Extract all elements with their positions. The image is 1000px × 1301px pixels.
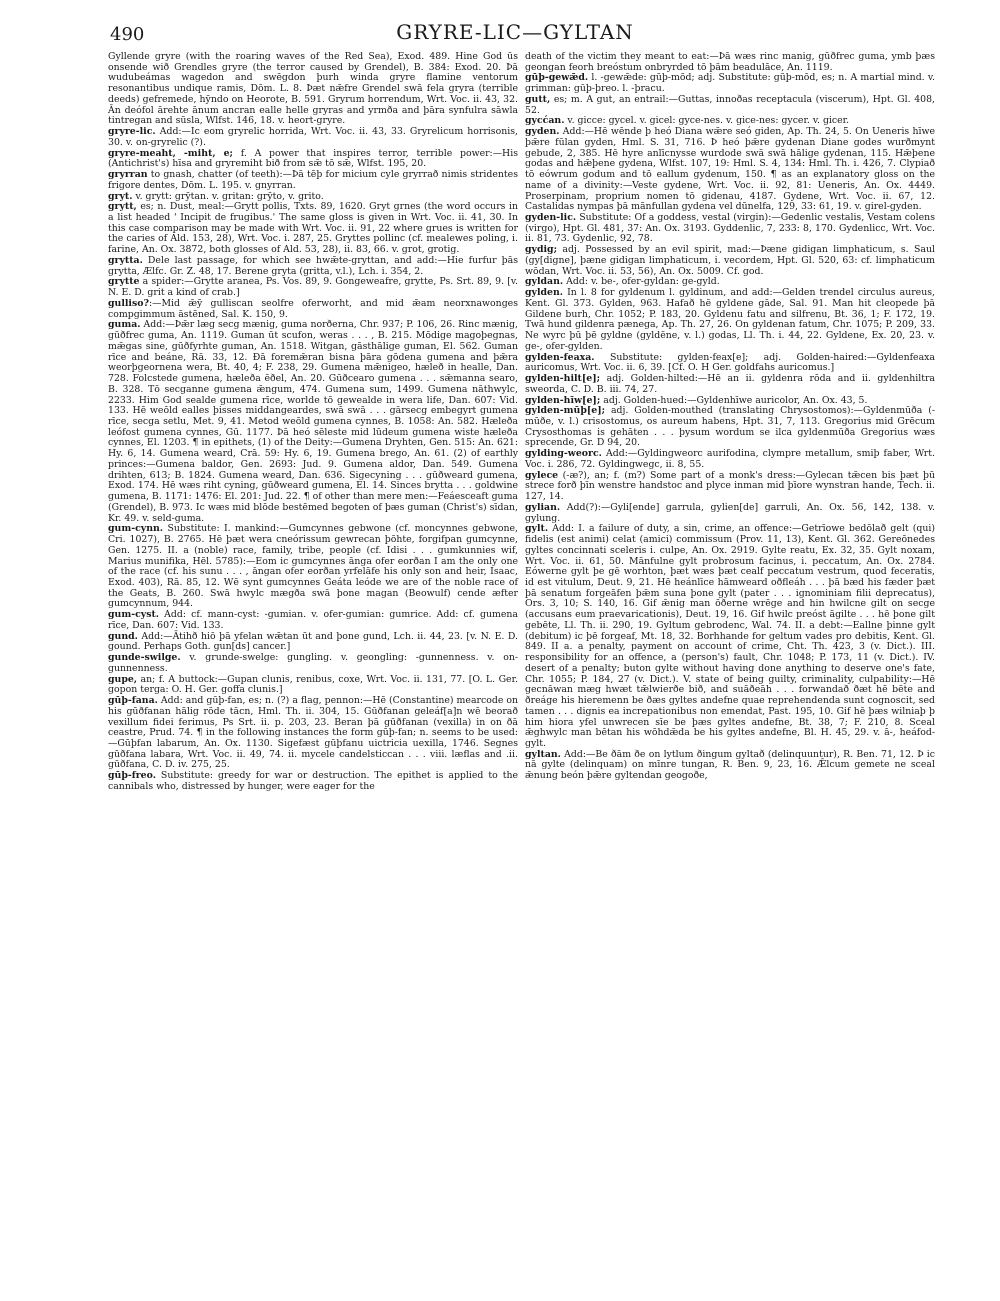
entry-text: (-æ?), an; f. (m?) Some part of a monk's dress:—Gylecan tǣcen bis þæt þū strece forð þīn wenstre handstoc and plyce inman mid þīore wynstran hande, Tech. ii. 127, 14. (525, 469, 935, 503)
dictionary-entry (108, 320, 518, 524)
dictionary-entry (108, 299, 518, 320)
entry-headword: gum-cynn. (108, 523, 164, 535)
entry-headword: grytte (108, 276, 140, 288)
dictionary-entry (108, 653, 518, 674)
running-title: GRYRE-LIC—GYLTAN (396, 20, 634, 44)
entry-headword: gylece (525, 469, 559, 481)
dictionary-entry (525, 406, 935, 449)
entry-text: :—Mid ǣȳ gulliscan seolfre oferworht, and mid ǣam neorxnawonges compgimmum āstēned, Sal. K. 150, 9. (108, 297, 518, 320)
entry-text: l. -gewǣde: gūþ-mōd; adj. Substitute: gūþ-mōd, es; n. A martial mind. v. grimman: gūþ-þreo. l. -þracu. (525, 72, 935, 95)
entry-text: Substitute: gylden-feax[e]; adj. Golden-haired:—Gyldenfeaxa auricomus, Wrt. Voc. ii. 6, 39. [Cf. O. H Ger. goldfahs auricomus.] (525, 351, 935, 374)
dictionary-entry (108, 696, 518, 771)
entry-headword: gutt, (525, 93, 551, 105)
entry-headword: gryre-meaht, -miht, e; (108, 147, 233, 159)
entry-text: adj. Possessed by an evil spirit, mad:—Þæne gidigan limphaticum, s. Saul (gy[digne], þæne gidigan limphaticum, i. vecordem, Hpt. Gl. 520, 63: cf. limphaticum wōdan, Wrt. Voc. ii. 53, 56), An. Ox. 5009. Cf. god. (525, 244, 935, 277)
dictionary-entry (525, 449, 935, 470)
dictionary-entry (525, 288, 935, 352)
page-header (110, 20, 920, 48)
entry-text: adj. Golden-mouthed (translating Chrysostomos):—Gyldenmūða (-mūðe, v. l.) crisostomus, os aureum habens, Hpt. 31, 7, 113. Gregorius mid Grēcum Crysosthomas is gehāten . . . þysum wordum se ilca gyldenmūða Gregorius wæs sprecende, Gr. D 94, 20. (525, 405, 935, 449)
dictionary-entry (108, 610, 518, 631)
entry-headword: guma. (108, 319, 141, 331)
entry-text: In l. 8 for gyldenum l. gyldinum, and add:—Gelden trendel circulus aureus, Kent. Gl. 373. Gylden, 963. Hafað hē gyldene gāde, Sal. 91. Man hit cleopede þā Gildene burh, Chr. 1052; P. 183, 20. Gyldenu fatu and silfrenu, Bt. 36, 1; F. 172, 19. Twā hund gildenra pænega, Ap. Th. 27, 26. On gyldenan fatum, Chr. 1075; P. 209, 33. Ne wyrc þū þē gyldne (gyldēne, v. l.) godas, Ll. Th. i. 44, 22. Gyldene, Ex. 20, 23. v. ge-, ofer-gylden. (525, 287, 935, 352)
dictionary-entry (525, 353, 935, 374)
dictionary-entry (108, 771, 518, 792)
entry-text: a spider:—Grytte aranea, Ps. Vos. 89, 9. Gongeweafre, grytte, Ps. Srt. 89, 9. [v. N. E. D. grit a kind of crab.] (108, 276, 518, 299)
dictionary-entry (525, 127, 935, 213)
entry-headword: gylden-feaxa. (525, 351, 595, 363)
entry-text: Add:—Gyldingweorc aurifodina, clympre metallum, smiþ faber, Wrt. Voc. i. 286, 72. Gyldingwegc, ii. 8, 55. (525, 448, 935, 470)
entry-headword: gylian. (525, 501, 561, 513)
dictionary-entry (108, 202, 518, 256)
entry-headword: gūþ-fana. (108, 695, 158, 707)
entry-headword: gund. (108, 630, 138, 642)
dictionary-entry (108, 675, 518, 696)
dictionary-entry (525, 95, 935, 116)
entry-text: to gnash, chatter (of teeth):—Þā tēþ for micium cyle gryrrað nimis stridentes frigore dentes, Dōm. L. 195. v. gnyrran. (108, 169, 518, 191)
entry-headword: gūþ-gewǣd. (525, 72, 589, 84)
entry-text: es; m. A gut, an entrail:—Guttas, innoðas receptacula (viscerum), Hpt. Gl. 408, 52. (525, 93, 935, 116)
dictionary-entry (525, 73, 935, 94)
dictionary-entry (525, 750, 935, 782)
page-number: 490 (110, 24, 145, 45)
entry-headword: gryre-lic. (108, 126, 156, 138)
entry-headword: gylden-mūþ[e]; (525, 405, 606, 417)
right-column (525, 52, 935, 782)
entry-headword: gryt. (108, 190, 133, 202)
entry-headword: gyltan. (525, 748, 561, 760)
entry-text: Add:—Ātihð hiō þā yfelan wǣtan ūt and þone gund, Lch. ii. 44, 23. [v. N. E. D. gound. Perhaps Goth. gun[ds] cancer.] (108, 630, 518, 653)
dictionary-entry (108, 277, 518, 298)
entry-headword: gyden-lic. (525, 212, 577, 224)
dictionary-entry (525, 245, 935, 277)
dictionary-entry (108, 632, 518, 653)
entry-text: Add:—Be ðām ðe on lytlum ðingum gyltað (delinquuntur), R. Ben. 71, 12. Þ ic nā gylte (delinquam) on mīnre tungan, R. Ben. 9, 23, 16. Ǣlcum gemete ne sceal ǣnung beón þǣre gyltendan geogoðe, (525, 748, 935, 782)
entry-text: v. grunde-swelge: gungling. v. geongling: -gunnenness. v. on-gunnenness. (108, 652, 518, 674)
entry-text: death of the victim they meant to eat:—Þā wæs rinc manig, gūðfrec guma, ymb þæs geongan feorh breóstum onbryrded tō þām beadulāce, An. 1119. (525, 51, 935, 73)
entry-headword: gylt. (525, 523, 549, 535)
entry-text: Add: v. be-, ofer-gyldan: ge-gyld. (563, 276, 720, 288)
entry-text: v. grytt: grȳtan. v. gritan: grȳto, v. grito. (132, 190, 324, 202)
entry-headword: gyldan. (525, 276, 564, 288)
dictionary-entry (525, 471, 935, 503)
entry-headword: gryrran (108, 169, 148, 181)
dictionary-entry (108, 256, 518, 277)
entry-headword: gyden. (525, 126, 560, 138)
dictionary-entry (108, 170, 518, 191)
left-column (108, 52, 518, 793)
entry-text: Gyllende gryre (with the roaring waves of the Red Sea), Exod. 489. Hine God ūs onsende wið Grendles gryre (the terror caused by Grendel), B. 384: Exod. 20. Þā wudubeámas wagedon and swēgdon þurh winda gryre flamine ventorum resonantibus undique ramis, Dōm. L. 8. Þæt nǣfre Grendel swā fela gryra (terrible deeds) gefremede, hȳndo on Heorote, B. 591. Gryrum horrendum, Wrt. Voc. ii. 43, 32. Ān deófol ārehte ānum ancran ealle helle gryras and yrmða and þāra synfulra sāwla tintregan and sūsla, Wlfst. 146, 18. v. heort-gryre. (108, 51, 518, 127)
entry-text: an; f. A buttock:—Gupan clunis, renibus, coxe, Wrt. Voc. ii. 131, 77. [O. L. Ger. gopon terga: O. H. Ger. goffa clunis.] (108, 673, 518, 696)
entry-text: adj. Golden-hued:—Gyldenhīwe auricolor, An. Ox. 43, 5. (600, 394, 868, 406)
dictionary-entry (108, 52, 518, 127)
entry-headword: gum-cyst. (108, 609, 160, 621)
entry-headword: gydig; (525, 244, 558, 256)
entry-text: v. gicce: gycel. v. gicel: gyce-nes. v. gice-nes: gycer. v. gicer. (564, 115, 850, 127)
entry-text: Add: and gūþ-fan, es; n. (?) a flag, pennon:—Hē (Constantine) mearcode on his gūðfanan hālig rōde tācn, Hml. Th. ii. 304, 15. Gūðfanan geleáf[a]n wē beorað vexillum fidei ferimus, Ps Srt. ii. p. 203, 23. Beran þā gūðfanan (vexilla) in on ðā ceastre, Prud. 74. ¶ in the following instances the form gūþ-fan; n. seems to be used:—Gūþfan labarum, An. Ox. 1130. Sigefæst gūþfanu uictricia uexilla, 1746. Segnes gūðfana labara, Wrt. Voc. ii. 49, 74. ii. mycele candelsticcan . . . viii. læflas and .ii. gūðfana, C. D. iv. 275, 25. (108, 695, 518, 771)
entry-headword: gylden. (525, 287, 564, 299)
entry-headword: gulliso? (108, 297, 149, 309)
dictionary-entry (525, 374, 935, 395)
dictionary-entry (525, 52, 935, 73)
entry-text: Substitute: greedy for war or destruction. The epithet is applied to the cannibals who, distressed by hunger, were eager for the (108, 770, 518, 792)
entry-text: es; n. Dust, meal:—Grytt pollis, Txts. 89, 1620. Gryt grnes (the word occurs in a list headed ' Incipit de frugibus.' The same gloss is given in Wrt. Voc. ii. 41, 30. In this case comparison may be made with Wrt. Voc. ii. 91, 22 where grues is written for the caries of Ald. 153, 28), Wrt. Voc. i. 287, 25. Gryttes pollinc (cf. mealewes poling, i. farine, An. Ox. 3872, both glosses of Ald. 53, 28), ii. 83, 66. v. grot, grotig. (108, 201, 518, 256)
dictionary-entry (108, 524, 518, 610)
entry-headword: gunde-swilge. (108, 652, 181, 664)
dictionary-entry (108, 127, 518, 148)
entry-text: Add(?):—Gyli[ende] garrula, gylien[de] garruli, An. Ox. 56, 142, 138. v. gylung. (525, 501, 935, 524)
entry-text: Add:—Ic eom gryrelic horrida, Wrt. Voc. ii. 43, 33. Gryrelicum horrisonis, 30. v. on-gryrelic (?). (108, 126, 518, 148)
entry-text: Substitute: Of a goddess, vestal (virgin):—Gedenlic vestalis, Vestam colens (virgo), Hpt. Gl. 481, 37: An. Ox. 3193. Gyddenlic, 7, 233: 8, 170. Gydenlicc, Wrt. Voc. ii. 81, 73. Gydenlic, 92, 78. (525, 212, 935, 245)
entry-text: Substitute: I. mankind:—Gumcynnes gebwone (cf. moncynnes gebwone, Cri. 1027), B. 2765. Hē þæt wera cneórissum gewrecan þōhte, forgifpan gumcynne, Gen. 1275. II. a (noble) race, family, tribe, people (cf. Idisi . . . gumkunnies wif, Marius munifika, Hēl. 5785):—Eom ic gumcynnes ānga ofer eorðan I am the only one of the race (cf. his sunu . . . , āngan ofer eorðan yrfelāfe his only son and heir, Isaac, Exod. 403), Rā. 85, 12. Wē synt gumcynnes Geáta leóde we are of the noble race of the Geats, B. 260. Swā hwylc mægða swā þone magan (Beowulf) cende æfter gumcynnum, 944. (108, 523, 518, 610)
entry-headword: gycćan. (525, 115, 565, 127)
entry-headword: gylding-weorc. (525, 448, 602, 460)
entry-text: Add: cf. mann-cyst: -gumian. v. ofer-gumian: gumrice. Add: cf. gumena rīce, Dan. 607: Vid. 133. (108, 609, 518, 631)
entry-text: Dele last passage, for which see hwǣte-gryttan, and add:—Hie furfur þās grytta, Ælfc. Gr. Z. 48, 17. Berene gryta (gritta, v.l.), Lch. i. 354, 2. (108, 254, 518, 277)
entry-headword: gupe, (108, 673, 138, 685)
entry-headword: grytt, (108, 201, 137, 213)
entry-text: Add: I. a failure of duty, a sin, crime, an offence:—Getrīowe bedōlað gelt (qui) fidelis (est animi) celat (amici) commissum (Prov. 11, 13), Kent. Gl. 362. Gereōnedes gyltes concinnati sceleris i. culpe, An. Ox. 2919. Gylte reatu, Ex. 32, 35. Gylt noxam, Wrt. Voc. ii. 61, 50. Mānfulne gylt probrosum facinus, i. peccatum, An. Ox. 2784. Eówerne gylt þe gē worhton, þæt wæs þæt cealf peccatum vestrum, quod feceratis, id est vitulum, Deut. 9, 21. Hē heánlīce hāmweard oðfleáh . . . þā bæd his fæder þæt þā senatum forgeāfen þǣm suna þone gylt (pater . . . ignominiam filii deprecatus), Ors. 3, 10; S. 140, 16. Gif ǣnig man ōðerne wrēge and hin hwilcne gilt on secge (accusans eum praevaricationis), Deut. 19, 16. Gif hwilc preóst āgilte . . . hē þone gilt gebēte, Ll. Th. ii. 290, 19. Gyltum gebrodenc, Wal. 74. II. a debt:—Eallne þinne gylt (debitum) ic þē forgeaf, Mt. 18, 32. Borhhande for geltum vades pro debitis, Kent. Gl. 849. II a. a penalty, payment on account of crime, Cht. Th. 423, 3 (v. Dict.). III. responsibility for an offence, a (person's) fault, Chr. 1048; P. 173, 11 (v. Dict.). IV. desert of a penalty; buton gylte without having done anything to deserve one's fate, Chr. 1055; P. 184, 27 (v. Dict.). V. state of being guilty, criminality, culpability:—Hē gecnāwan mæg hwæt tǣlwierðe bið, and suāðeāh . . . forwandað ðæt hē bēte and ðreáge his hieremenn be ðæs gyltes andefne quae reprehendenda sunt cognoscit, sed tamen . . . dignis ea increpationibus non emendat, Past. 195, 10. Gif hē þæs wilniaþ þ him hiora yfel unwrecen sīe be þæs gyltes andefne, Bt. 38, 7; F. 210, 8. Sceal ǣghwylc man bētan his wōhdǣda be his gyltes andefne, Bl. H. 45, 29. v. ā-, heáfod-gylt. (525, 523, 935, 749)
dictionary-entry (525, 503, 935, 524)
entry-text: f. A power that inspires terror, terrible power:—His (Antichrist's) hīsa and gryremiht bið from sǣ tō sǣ, Wlfst. 195, 20. (108, 147, 518, 170)
entry-text: adj. Golden-hilted:—Hē an ii. gyldenra rōda and ii. gyldenhiltra sweorda, C. D. B. iii. 74, 27. (525, 373, 935, 395)
entry-headword: gūþ-freo. (108, 770, 156, 782)
dictionary-entry (525, 524, 935, 749)
entry-text: Add:—Hē wēnde þ heó Diana wǣre seó giden, Ap. Th. 24, 5. On Ueneris hīwe þǣre fūlan gyden, Hml. S. 31, 716. Þ heó þǣre gydenan Diane godes wurðmynt gebude, 2, 385. Hē hyre anlīcnysse wurdode swā swā hālige gydenan, 115. Hǣþene godas and hǣþene gydena, Wlfst. 107, 19: Hml. S. 4, 134: Hml. Th. i. 426, 7. Clypiað tō eówrum godum and tō eallum gydenum, 150. ¶ as an explanatory gloss on the name of a divinity:—Veste gydene, Wrt. Voc. ii. 92, 81: Ueneris, An. Ox. 4449. Proserpinam, proprium nomen tō gidenau, 4187. Gydene, Wrt. Voc. ii. 67, 12. Castalidas nympas þā mānfullan gydena vel dūnelfa, 129, 33: 61, 19. v. girel-gyden. (525, 126, 935, 213)
dictionary-entry (108, 149, 518, 170)
entry-text: Add:—Þǣr læg secg mænig, guma norðerna, Chr. 937; P. 106, 26. Rinc mænig, gūðfrec guma, An. 1119. Guman ūt scufon, weras . . . , B. 215. Mōdige magoþegnas, mǣgas sine, gūðfyrhte guman, An. 1518. Witgan, gāsthālige guman, El. 562. Guman rīce and beáne, Rā. 33, 12. Ðā foremǣran bisna þāra gōdena gumena and þǣra weorþgeornena wera, Bt. 40, 4; F. 238, 29. Gumena mǣnigeo, hæleð in healle, Dan. 728. Folcstede gumena, hæleða ēðel, An. 20. Gūðcearo gumena . . . sǣmanna searo, B. 328. Tō secganne gumena ǣngum, 474. Gumena sum, 1499. Gumena nāthwylc, 2233. Him God sealde gumena rīce, worlde tō gewealde in wera life, Dan. 607: Vid. 133. Hē weōld ealles þisses middangeardes, swā swā . . . gārsecg embegyrt gumena rīce, secga setlu, Met. 9, 41. Metod weōld gumena cynnes, B. 1058: An. 582. Hæleða leófost gumena cynnes, Gū. 1177. Þā heó sēleste mid lūdeum gumena wiste hæleða cynnes, El. 1203. ¶ in epithets, (1) of the Deity:—Gumena Dryhten, Gen. 515: An. 621: Hy. 6, 14. Gumena weard, Crā. 59: Hy. 6, 19. Gumena brego, An. 61. (2) of earthly princes:—Gumena baldor, Gen. 2693: Jud. 9. Gumena aldor, Dan. 549. Gumena drihten, 613; B. 1824. Gumena weard, Dan. 636. Sigecyning . . . gūðweard gumena, Exod. 174. Hē wæs riht cyning, gūðweard gumena, El. 14. Sinces brytta . . . goldwine gumena, B. 1171: 1476: El. 201: Jud. 22. ¶ of other than mere men:—Feáesceaft guma (Grendel), B. 973. Ic wæs mid blōde bestēmed begoten of þæs guman (Christ's) sīdan, Kr. 49. v. seld-guma. (108, 319, 518, 524)
dictionary-entry (525, 213, 935, 245)
entry-headword: gylden-hīw[e]; (525, 394, 601, 406)
entry-headword: grytta. (108, 254, 143, 266)
entry-headword: gylden-hilt[e]; (525, 373, 601, 385)
